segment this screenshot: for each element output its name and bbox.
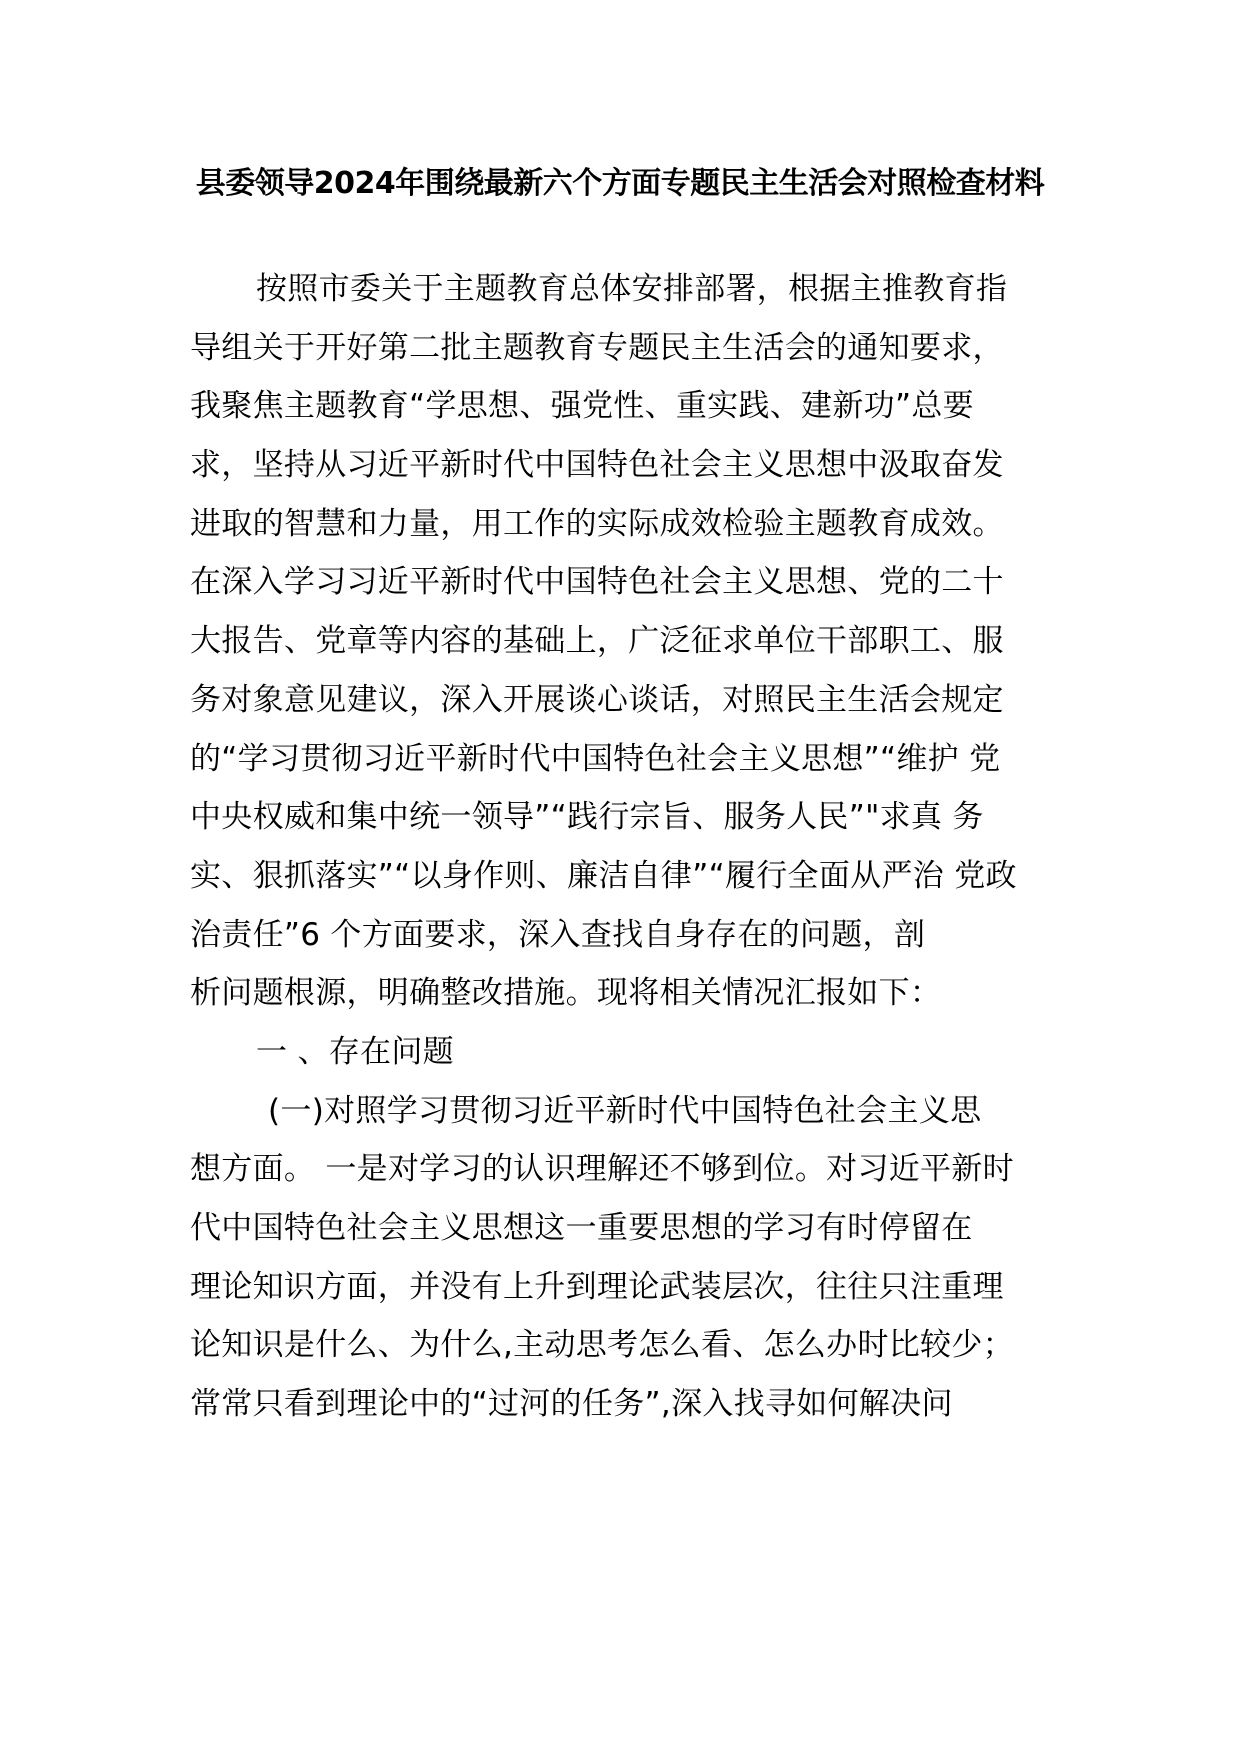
paragraph-line: 导组关于开好第二批主题教育专题民主生活会的通知要求， bbox=[190, 329, 1004, 366]
paragraph-line: 想方面。 一是对学习的认识理解还不够到位。对习近平新时 bbox=[190, 1151, 1014, 1188]
subsection-heading-line: (一)对照学习贯彻习近平新时代中国特色社会主义思 bbox=[268, 1092, 982, 1129]
paragraph-line: 常常只看到理论中的“过河的任务”,深入找寻如何解决问 bbox=[190, 1386, 953, 1423]
paragraph-line: 在深入学习习近平新时代中国特色社会主义思想、党的二十 bbox=[190, 564, 1004, 601]
paragraph-line: 论知识是什么、为什么,主动思考怎么看、怎么办时比较少； bbox=[190, 1327, 1014, 1364]
section-heading: 一 、存在问题 bbox=[256, 1033, 454, 1070]
paragraph-line: 按照市委关于主题教育总体安排部署，根据主推教育指 bbox=[256, 271, 1008, 307]
paragraph-line: 实、狠抓落实”“以身作则、廉洁自律”“履行全面从严治 党政 bbox=[190, 857, 1017, 894]
paragraph-line: 求，坚持从习近平新时代中国特色社会主义思想中汲取奋发 bbox=[190, 447, 1004, 484]
paragraph-line: 的“学习贯彻习近平新时代中国特色社会主义思想”“维护 党 bbox=[190, 740, 1001, 777]
paragraph-line: 我聚焦主题教育“学思想、强党性、重实践、建新功”总要 bbox=[190, 388, 974, 425]
document-body bbox=[190, 260, 1070, 1434]
document-title: 县委领导2024年围绕最新六个方面专题民主生活会对照检查材料 bbox=[195, 166, 1045, 201]
paragraph-line: 大报告、党章等内容的基础上，广泛征求单位干部职工、服 bbox=[190, 623, 1004, 660]
paragraph-line: 理论知识方面，并没有上升到理论武装层次，往往只注重理 bbox=[190, 1268, 1004, 1305]
paragraph-line: 进取的智慧和力量，用工作的实际成效检验主题教育成效。 bbox=[190, 505, 1004, 542]
paragraph-line: 中央权威和集中统一领导”“践行宗旨、服务人民”"求真 务 bbox=[190, 799, 984, 836]
paragraph-line: 析问题根源，明确整改措施。现将相关情况汇报如下： bbox=[190, 975, 942, 1012]
paragraph-line: 代中国特色社会主义思想这一重要思想的学习有时停留在 bbox=[190, 1210, 973, 1246]
paragraph-line: 治责任”6 个方面要求，深入查找自身存在的问题，剖 bbox=[190, 916, 926, 953]
paragraph-line: 务对象意见建议，深入开展谈心谈话，对照民主生活会规定 bbox=[190, 681, 1004, 718]
